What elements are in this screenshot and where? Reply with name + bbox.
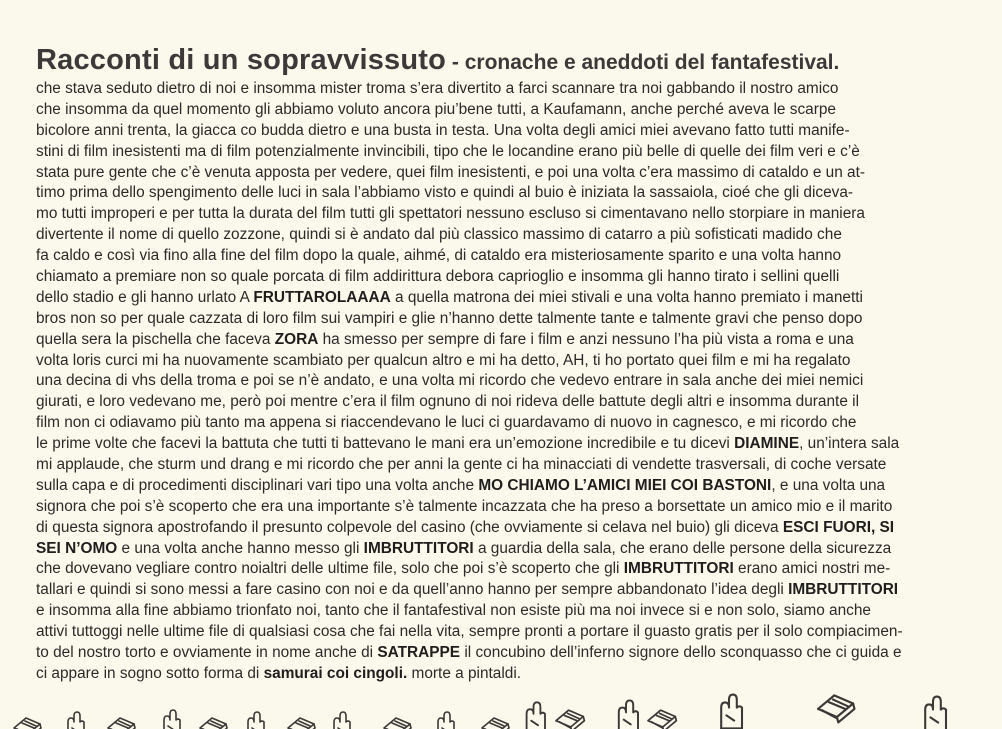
emphasis-text: SATRAPPE — [377, 644, 461, 662]
text-span: giurati, e loro vedevano me, però poi mentre c’era il film ognuno di noi rideva delle battute degli altri e insomma durante il — [36, 393, 859, 411]
book-icon — [818, 695, 854, 722]
text-span: e insomma alla fine abbiamo trionfato noi, tanto che il fantafestival non esiste più ma noi invece si e non solo, siamo anche — [36, 602, 871, 620]
text-span: volta loris curci mi ha nuovamente scambiato per qualcun altro e mi ha detto, AH, ti ho portato quei film e mi ha regalato — [36, 351, 851, 369]
text-line — [36, 351, 956, 372]
page-subtitle: cronache e aneddoti del fantafestival. — [464, 51, 840, 74]
text-span: dello stadio e gli hanno urlato A — [36, 288, 254, 306]
text-span: divertente il nome di quello zozzone, quindi si è andato dal più classico massimo di catarro a più sofisticati madido che — [36, 226, 842, 244]
book-icon — [648, 710, 676, 729]
text-span: , un’intera sala — [799, 435, 900, 453]
text-line — [36, 559, 956, 580]
text-span: a guardia della sala, che erano delle persone della sicurezza — [473, 539, 892, 557]
text-span: e una volta anche hanno messo gli — [117, 539, 364, 557]
emphasis-text: samurai coi cingoli. — [263, 664, 408, 682]
text-line — [36, 79, 956, 100]
raised-hand-icon — [164, 710, 180, 729]
book-icon — [14, 718, 41, 729]
text-line — [36, 330, 956, 351]
text-line — [36, 204, 956, 225]
raised-hand-icon — [527, 702, 545, 729]
emphasis-text: ZORA — [274, 330, 319, 348]
text-line — [36, 622, 956, 643]
text-span: di questa signora apostrofando il presunto colpevole del casino (che ovviamente si celava nel buio) gli diceva — [36, 518, 783, 536]
raised-hand-icon — [925, 697, 946, 729]
raised-hand-icon — [68, 712, 84, 729]
raised-hand-icon — [721, 695, 742, 729]
text-line — [36, 183, 956, 204]
text-span: il concubino dell’inferno signore dello sconquasso che ci guida e — [460, 644, 902, 662]
text-span: bicolore anni trenta, la giacca co budda dietro e una busta in testa. Una volta degli amici miei avevano fatto tutti manife- — [36, 121, 850, 139]
text-span: le prime volte che facevi la battuta che tutti ti battevano le mani era un’emozione incredibile e tu dicevi — [36, 435, 735, 453]
text-line — [36, 601, 956, 622]
text-span: una decina di vhs della troma e poi se n’è andato, e una volta mi ricordo che vedevo entrare in sala anche dei miei nemici — [36, 372, 864, 390]
text-line — [36, 497, 956, 518]
text-span: che stava seduto dietro di noi e insomma mister troma s’era divertito a farci scannare tra noi gabbando il nostro amico — [36, 80, 839, 97]
book-icon — [482, 718, 509, 729]
text-span: stini di film inesistenti ma di film potenzialmente invincibili, tipo che le locandine erano più belle di quelle dei film veri e c’è — [36, 142, 860, 160]
text-line — [36, 246, 956, 267]
text-line — [36, 643, 956, 664]
emphasis-text: IMBRUTTITORI — [623, 560, 734, 578]
text-span: quella sera la pischella che faceva — [36, 330, 275, 348]
book-icon — [556, 710, 584, 729]
text-span: che insomma da quel momento gli abbiamo voluto ancora piu’bene tutti, a Kaufamann, anche perché aveva le scarpe — [36, 100, 836, 118]
text-line — [36, 142, 956, 163]
text-span: stata pure gente che c’è venuta apposta per vedere, quei film inesistenti, e poi una volta c’era massimo di cataldo e un at- — [36, 163, 866, 181]
raised-hand-icon — [438, 712, 454, 729]
text-span: mo tutti improperi e per tutta la durata del film tutti gli spettatori nessuno escluso si cimentavano nello storpiare in maniera — [36, 205, 865, 223]
text-line — [36, 163, 956, 184]
emphasis-text: SEI N’OMO — [36, 539, 118, 557]
article-body — [36, 79, 956, 685]
raised-hand-icon — [619, 700, 638, 729]
text-line — [36, 288, 956, 309]
text-line — [36, 225, 956, 246]
text-line — [36, 371, 956, 392]
text-line — [36, 309, 956, 330]
text-span: bros non so per quale cazzata di loro film sui vampiri e glie n’hanno dette talmente tante e talmente gravi che penso dopo — [36, 309, 863, 327]
emphasis-text: IMBRUTTITORI — [363, 539, 474, 557]
text-span: attivi tuttoggi nelle ultime file di qualsiasi cosa che fai nella vita, sempre pronti a portare il guasto gratis per il solo compiacimen- — [36, 623, 903, 641]
text-line — [36, 121, 956, 142]
doodle-strip — [0, 670, 1002, 729]
text-span: timo prima dello spengimento delle luci in sala l’abbiamo visto e quindi al buio è iniziata la sassaiola, cioé che gli diceva- — [36, 184, 854, 202]
page-title: Racconti di un sopravvissuto — [36, 44, 447, 76]
text-span: signora che poi s’è scoperto che era una importante s’è talmente incazzata che ha preso a borsettate un amico mio e il marito — [36, 497, 893, 515]
text-span: to del nostro torto e ovviamente in nome anche di — [36, 644, 378, 662]
text-span: , e una volta una — [771, 476, 886, 494]
emphasis-text: MO CHIAMO L’AMICI MIEI COI BASTONI — [478, 476, 772, 494]
text-span: tallari e quindi si sono messi a fare casino con noi e da quell’anno hanno per sempre abbandonato l’idea degli — [36, 581, 789, 599]
text-line — [36, 100, 956, 121]
book-icon — [288, 718, 315, 729]
text-span: chiamato a premiare non so quale porcata di film addirittura debora caprioglio e insomma gli hanno tirato i sellini quelli — [36, 268, 840, 286]
text-span: sulla capa e di procedimenti disciplinari vari tipo una volta anche — [36, 476, 479, 494]
emphasis-text: DIAMINE — [734, 435, 800, 453]
text-span: che dovevano vegliare contro noialtri delle ultime file, solo che poi s’è scoperto che gli — [36, 560, 624, 578]
text-span: ha smesso per sempre di fare i film e anzi nessuno l’ha più vista a roma e una — [318, 330, 854, 348]
text-span: mi applaude, che sturm und drang e mi ricordo che per anni la gente ci ha minacciati di vendette trasversali, di coche versate — [36, 456, 887, 474]
text-line — [36, 539, 956, 560]
text-span: a quella matrona dei miei stivali e una volta hanno premiato i manetti — [390, 288, 863, 306]
text-line — [36, 518, 956, 539]
book-icon — [108, 718, 135, 729]
text-line — [36, 476, 956, 497]
text-line — [36, 413, 956, 434]
text-line — [36, 580, 956, 601]
emphasis-text: ESCI FUORI, SI — [782, 518, 895, 536]
emphasis-text: FRUTTAROLAAAA — [253, 288, 391, 306]
emphasis-text: IMBRUTTITORI — [788, 581, 899, 599]
text-span: morte a pintaldi. — [407, 664, 522, 682]
text-span: film non ci odiavamo più tanto ma appena si riaccendevano le luci ci guardavamo di nuovo in cagnesco, e mi ricordo che — [36, 414, 857, 432]
title-separator: - — [446, 51, 465, 74]
text-line — [36, 392, 956, 413]
book-icon — [200, 718, 227, 729]
raised-hand-icon — [334, 712, 350, 729]
raised-hand-icon — [248, 712, 264, 729]
text-span: fa caldo e così via fino alla fine del film dopo la quale, aihmé, di cataldo era misteriosamente sparito e una volta hanno — [36, 247, 842, 265]
text-line — [36, 434, 956, 455]
book-icon — [384, 718, 411, 729]
text-line — [36, 455, 956, 476]
text-span: erano amici nostri me- — [733, 560, 891, 578]
text-line — [36, 267, 956, 288]
text-span: ci appare in sogno sotto forma di — [36, 664, 264, 682]
